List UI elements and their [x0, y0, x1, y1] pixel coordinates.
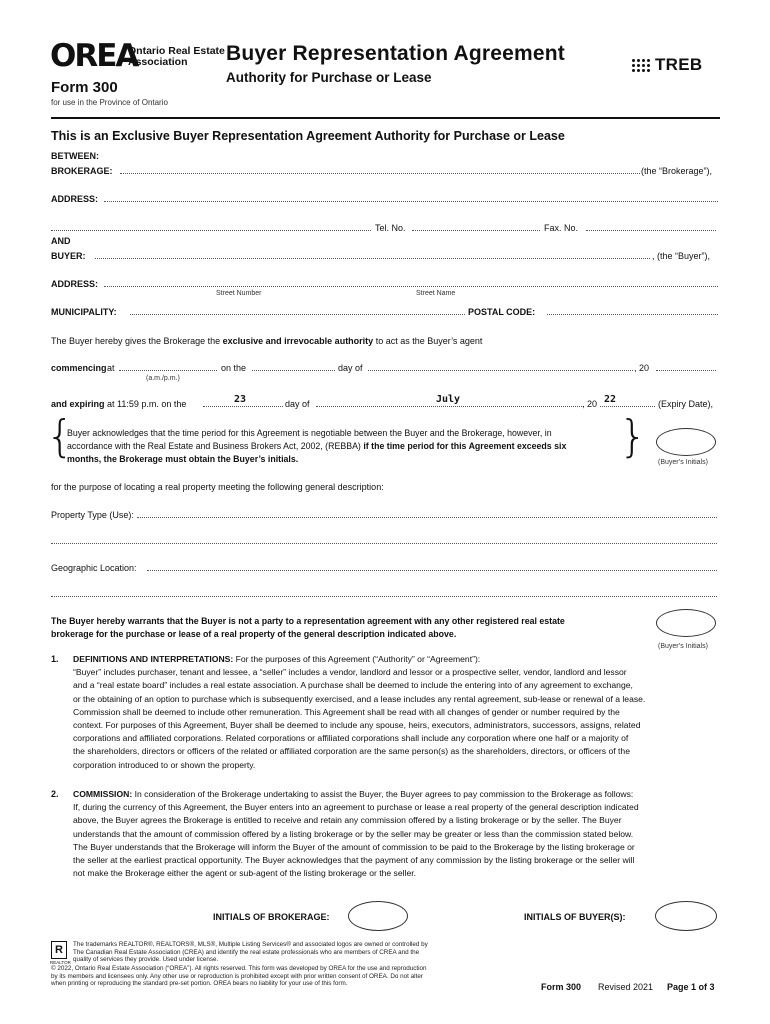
orea-org-line2: Association: [128, 56, 188, 68]
fax-field[interactable]: [586, 223, 716, 231]
buyer-address-label: ADDRESS:: [51, 279, 99, 289]
section1-line: or the obtaining of an option to purchase which is subsequently exercised, and a lease includes any rental agreement, sub-lease or renewal of a lease.: [73, 693, 646, 704]
buyers-initials-oval[interactable]: [655, 901, 717, 931]
warranty-line2: brokerage for the purchase or lease of a real property of the general description indicated above.: [51, 629, 457, 639]
footer-form-label: Form 300: [541, 982, 582, 992]
expiry-day-value: 23: [234, 394, 247, 405]
expiry-year-value: 22: [604, 394, 617, 405]
section2-body: [73, 788, 721, 880]
left-brace-icon: {: [46, 411, 74, 462]
expiry-year-prefix: , 20: [582, 399, 598, 409]
footer-line: © 2022, Ontario Real Estate Association (“OREA”). All rights reserved. This form was developed by OREA for the use and reproduction: [51, 965, 427, 972]
brokerage-field[interactable]: [120, 166, 640, 174]
municipality-label: MUNICIPALITY:: [51, 307, 117, 317]
municipality-field[interactable]: [130, 307, 465, 315]
orea-logo: OREA: [50, 38, 138, 74]
section1-line: corporation introduced to or shown the property.: [73, 759, 256, 770]
commencing-day-of-label: day of: [338, 363, 363, 373]
expiry-month-value: July: [436, 394, 461, 405]
section1-line: corporations and affiliated corporations. Related corporations or affiliated corporations shall include any corporation where one half or a majority of: [73, 733, 629, 744]
brokerage-initials-oval[interactable]: [348, 901, 408, 931]
orea-org-name: [128, 46, 225, 68]
realtor-mark: R: [55, 944, 63, 956]
section1-body: [73, 653, 721, 772]
authority-text-start: The Buyer hereby gives the Brokerage the: [51, 336, 221, 346]
province-note: for use in the Province of Ontario: [51, 98, 168, 107]
right-brace-icon: }: [619, 411, 647, 462]
section2-number: 2.: [51, 789, 59, 799]
trademark-notice: [73, 941, 428, 964]
authority-text-bold: exclusive and irrevocable authority: [222, 336, 374, 346]
warranty-text: [51, 615, 565, 641]
buyer-field[interactable]: [95, 251, 650, 259]
expiring-time-text: at 11:59 p.m. on the: [107, 399, 187, 409]
commencing-day-field[interactable]: [252, 363, 335, 371]
buyer-label: BUYER:: [51, 251, 86, 261]
section2-line: understands that the amount of commission offered by a listing brokerage or by the seller may be greater or less than the commission stated below.: [73, 828, 634, 839]
commencing-time-field[interactable]: [119, 363, 217, 371]
buyer-address-field[interactable]: [104, 279, 718, 287]
section1-line: Commission shall be deemed to include other remuneration. This Agreement shall be read with all changes of gender or number required by the: [73, 706, 620, 717]
agreement-heading: This is an Exclusive Buyer Representation Agreement Authority for Purchase or Lease: [51, 129, 565, 143]
acknowledge-line1: Buyer acknowledges that the time period for this Agreement is negotiable between the Buyer and the Brokerage, however, in: [67, 428, 552, 438]
commencing-at-label: at: [107, 363, 115, 373]
page-number: Page 1 of 3: [667, 982, 715, 992]
brokerage-suffix: (the “Brokerage”),: [641, 166, 713, 176]
geographic-location-line2-field[interactable]: [51, 589, 717, 597]
purpose-text: for the purpose of locating a real property meeting the following general description:: [51, 482, 384, 492]
document-title: Buyer Representation Agreement: [226, 42, 565, 65]
copyright-notice: [51, 965, 427, 988]
buyer-suffix: , (the “Buyer”),: [652, 251, 711, 261]
postal-code-field[interactable]: [547, 307, 718, 315]
footer-line: The trademarks REALTOR®, REALTORS®, MLS®, Multiple Listing Services® and associated logos are owned or controlled by: [73, 941, 428, 948]
warranty-line1: The Buyer hereby warrants that the Buyer is not a party to a representation agreement with any other registered real estate: [51, 616, 565, 626]
expiring-label: and expiring: [51, 399, 105, 409]
postal-code-label: POSTAL CODE:: [468, 307, 536, 317]
buyer-initials-oval-2[interactable]: [656, 609, 716, 637]
property-type-field[interactable]: [137, 510, 717, 518]
footer-line: when printing or reproducing the standard pre-set portion. OREA bears no liability for your use of this form.: [51, 980, 348, 987]
geographic-location-label: Geographic Location:: [51, 563, 137, 573]
brokerage-address-field[interactable]: [104, 194, 718, 202]
commencing-year-field[interactable]: [656, 363, 716, 371]
section2-heading-line: [73, 788, 721, 801]
footer-line: The Canadian Real Estate Association (CREA) and identify the real estate professionals who are members of CREA and the: [73, 948, 420, 956]
form-number: Form 300: [51, 79, 118, 96]
treb-logo-text: TREB: [655, 55, 703, 74]
brokerage-label: BROKERAGE:: [51, 166, 113, 176]
document-subtitle: Authority for Purchase or Lease: [226, 70, 432, 85]
brokerage-address-line2-field[interactable]: [51, 223, 371, 231]
buyer-initials-oval-1[interactable]: [656, 428, 716, 456]
buyer-initials-caption-1: (Buyer’s Initials): [658, 459, 708, 466]
section1-line: the shareholders, directors or officers of the related or affiliated corporation are the same person(s) as the shareholders, directors, or officers of the: [73, 746, 630, 757]
geographic-location-field[interactable]: [147, 563, 717, 571]
footer-line: quality of services they provide. Used under license.: [73, 956, 219, 963]
acknowledge-text: [67, 427, 566, 466]
authority-statement: [51, 336, 482, 347]
tel-field[interactable]: [412, 223, 540, 231]
street-number-caption: Street Number: [216, 290, 262, 297]
realtor-logo-icon: [51, 941, 67, 959]
fax-label: Fax. No.: [544, 223, 579, 233]
commencing-month-field[interactable]: [368, 363, 633, 371]
acknowledge-line2: [67, 440, 566, 453]
orea-org-line1: Ontario Real Estate: [128, 45, 225, 57]
section2-line: If, during the currency of this Agreement, the Buyer enters into an agreement to purchase or lease a real property of the general description indicated: [73, 802, 639, 813]
commencing-label: commencing: [51, 363, 107, 373]
section2-line: The Buyer understands that the Brokerage will inform the Buyer of the amount of commission to be paid to the Brokerage by the listing brokerage or: [73, 841, 635, 852]
section2-lead: In consideration of the Brokerage undertaking to assist the Buyer, the Buyer agrees to pay commission to the Brokerage as follows:: [132, 789, 634, 799]
initials-brokerage-label: INITIALS OF BROKERAGE:: [213, 912, 330, 922]
property-type-label: Property Type (Use):: [51, 510, 134, 520]
acknowledge-line2-start: accordance with the Real Estate and Business Brokers Act, 2002, (REBBA): [67, 441, 361, 451]
section2-line: not make the Brokerage either the agent or sub-agent of the listing brokerage or the seller.: [73, 868, 417, 879]
section1-title: DEFINITIONS AND INTERPRETATIONS:: [73, 654, 234, 664]
section2-line: the seller at the earliest practical opportunity. The Buyer acknowledges that the payment of any commission by the listing brokerage or the seller will: [73, 855, 635, 866]
buyer-initials-caption-2: (Buyer’s Initials): [658, 643, 708, 650]
section1-number: 1.: [51, 654, 59, 664]
expiry-suffix: (Expiry Date),: [658, 399, 714, 409]
property-type-line2-field[interactable]: [51, 536, 717, 544]
section1-heading-line: [73, 653, 721, 666]
commencing-year-prefix: , 20: [634, 363, 650, 373]
section1-line: context. For purposes of this Agreement, Buyer shall be deemed to include any spouse, heirs, executors, administrators, successors, assigns, related: [73, 720, 641, 731]
section1-line: and a “real estate board” includes a real estate association. A purchase shall be deemed to include the entering into of any agreement to exchange,: [73, 680, 633, 691]
acknowledge-line3: months, the Brokerage must obtain the Buyer’s initials.: [67, 454, 299, 464]
and-label: AND: [51, 236, 71, 246]
section2-title: COMMISSION:: [73, 789, 133, 799]
ampm-caption: (a.m./p.m.): [146, 375, 180, 382]
between-label: BETWEEN:: [51, 151, 99, 161]
brokerage-address-label: ADDRESS:: [51, 194, 99, 204]
section1-line: “Buyer” includes purchaser, tenant and lessee, a “seller” includes a vendor, landlord and lessor or a prospective seller, vendor, landlord and lessor: [73, 667, 627, 678]
tel-label: Tel. No.: [375, 223, 406, 233]
section1-lead: For the purposes of this Agreement (“Authority” or “Agreement”):: [233, 654, 481, 664]
section2-line: above, the Buyer agrees the Brokerage is entitled to receive and retain any commission offered by a listing brokerage or by the seller. The Buyer: [73, 815, 622, 826]
treb-dots-icon: [632, 59, 650, 72]
authority-text-end: to act as the Buyer’s agent: [375, 336, 483, 346]
footer-revised: Revised 2021: [598, 982, 654, 992]
acknowledge-line2-bold: if the time period for this Agreement exceeds six: [363, 441, 567, 451]
initials-buyers-label: INITIALS OF BUYER(S):: [524, 912, 626, 922]
expiry-day-of-label: day of: [285, 399, 310, 409]
street-name-caption: Street Name: [416, 290, 456, 297]
commencing-on-the-label: on the: [221, 363, 247, 373]
header-divider: [51, 117, 720, 119]
treb-logo: [632, 55, 702, 75]
footer-line: by its members and licensees only. Any other use or reproduction is prohibited except with prior written consent of OREA. Do not alter: [51, 972, 423, 980]
realtor-caption: REALTOR: [50, 960, 71, 965]
